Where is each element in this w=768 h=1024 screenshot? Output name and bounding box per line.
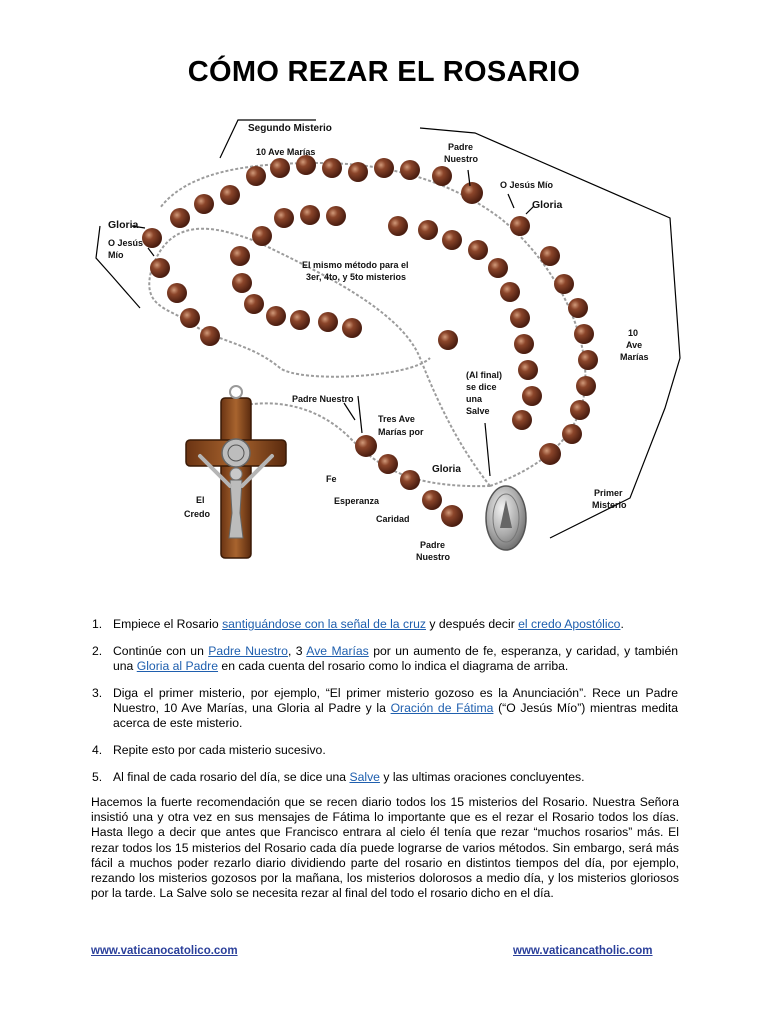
label-tres-ave-2: Marías por: [378, 427, 424, 437]
label-padre-nuestro-top-2: Nuestro: [444, 154, 479, 164]
step-text: Repite esto por cada misterio sucesivo.: [113, 743, 326, 757]
label-padre-nuestro-mid: Padre Nuestro: [292, 394, 354, 404]
list-number: 2.: [92, 644, 103, 658]
footer-link-left[interactable]: www.vaticanocatolico.com: [91, 945, 238, 957]
bead: [142, 228, 162, 248]
bead: [296, 155, 316, 175]
link-credo-apostolico[interactable]: el credo Apostólico: [518, 617, 621, 631]
bead: [576, 376, 596, 396]
list-number: 4.: [92, 743, 103, 757]
label-mismo-metodo-2: 3er, 4to, y 5to misterios: [306, 272, 407, 282]
list-item: [92, 743, 678, 758]
bead: [554, 274, 574, 294]
bead: [348, 162, 368, 182]
bead: [578, 350, 598, 370]
label-mismo-metodo-1: El mismo método para el: [302, 260, 409, 270]
link-ave-marias[interactable]: Ave Marías: [306, 644, 369, 658]
bead: [270, 158, 290, 178]
bead: [441, 505, 463, 527]
step-text: .: [620, 617, 624, 631]
recommendation-paragraph: Hacemos la fuerte recomendación que se recen diario todos los 15 misterios del Rosario. Nuestra Señora insistió una y otra vez en sus mensajes de Fátima lo importante que es el rezar el Rosario todos los días. Hasta llego a decir que antes que Francisco entrara al cielo él tenía que rezar “muchos rosarios” más. El rezar todos los 15 misterios del Rosario cada día puede lograrse de varios métodos. Sin embargo, será más fácil a muchos poder rezarlo diario dividiendo parte del rosario en distintos tiempos del día, por ejemplo, rezando los misterios gozosos por la mañana, los misterios dolorosos a medio día, y los misterios gloriosos por la tarde. La Salve solo se necesita rezar al final del todo el rosario dicho en el día.: [91, 795, 679, 901]
bead: [468, 240, 488, 260]
step-text: en cada cuenta del rosario como lo indica el diagrama de arriba.: [218, 659, 569, 673]
step-text: Diga el primer misterio, por ejemplo, “El primer misterio gozoso es la Anunciación”. Rece un Padre Nuestro, 10 Ave Marías, una Gloria al Padre y la: [113, 686, 678, 715]
crucifix-icon: [186, 386, 286, 558]
label-el-credo-2: Credo: [184, 509, 211, 519]
bead: [400, 470, 420, 490]
bead: [290, 310, 310, 330]
list-item: [92, 617, 678, 632]
label-primer-misterio-2: Misterio: [592, 500, 627, 510]
bead: [252, 226, 272, 246]
bead: [355, 435, 377, 457]
label-primer-misterio-1: Primer: [594, 488, 623, 498]
link-senal-de-la-cruz[interactable]: santiguándose con la señal de la cruz: [222, 617, 427, 631]
bead: [322, 158, 342, 178]
bead: [318, 312, 338, 332]
bead: [374, 158, 394, 178]
bead: [326, 206, 346, 226]
bead: [150, 258, 170, 278]
label-al-final-3: una: [466, 394, 483, 404]
bead: [266, 306, 286, 326]
list-item: [92, 644, 678, 674]
label-marias-right: Marías: [620, 352, 649, 362]
bead: [512, 410, 532, 430]
label-al-final-2: se dice: [466, 382, 497, 392]
step-text: (“O Jesús Mío”) mientras medita acerca de este misterio.: [113, 701, 678, 730]
link-salve[interactable]: Salve: [349, 770, 380, 784]
bead: [461, 182, 483, 204]
step-text: por un aumento de fe, esperanza, y caridad, y también una: [113, 644, 678, 673]
bead: [518, 360, 538, 380]
list-number: 5.: [92, 770, 103, 784]
label-padre-nuestro-bottom-1: Padre: [420, 540, 446, 550]
list-item: [92, 686, 678, 731]
label-tres-ave-1: Tres Ave: [378, 414, 415, 424]
bead: [442, 230, 462, 250]
bead: [232, 273, 252, 293]
list-number: 1.: [92, 617, 103, 631]
bead: [230, 246, 250, 266]
label-o-jesus-mio-right: O Jesús Mío: [500, 180, 554, 190]
bead: [342, 318, 362, 338]
bead: [438, 330, 458, 350]
link-gloria-al-padre[interactable]: Gloria al Padre: [136, 659, 219, 673]
bead: [570, 400, 590, 420]
bead: [400, 160, 420, 180]
label-segundo-misterio: Segundo Misterio: [248, 123, 332, 134]
instruction-list: [92, 617, 678, 797]
bead: [568, 298, 588, 318]
step-text: Empiece el Rosario: [113, 617, 223, 631]
link-padre-nuestro[interactable]: Padre Nuestro: [208, 644, 288, 658]
bead: [418, 220, 438, 240]
bead: [510, 308, 530, 328]
bead: [378, 454, 398, 474]
bead: [170, 208, 190, 228]
label-gloria-bottom: Gloria: [432, 464, 461, 475]
label-o-jesus-left: O Jesús: [108, 238, 144, 248]
step-text: Al final de cada rosario del día, se dice una: [113, 770, 350, 784]
bead: [246, 166, 266, 186]
label-10-right: 10: [628, 328, 639, 338]
bead: [522, 386, 542, 406]
label-caridad: Caridad: [376, 514, 410, 524]
step-text: y después decir: [426, 617, 519, 631]
label-ave-right: Ave: [626, 340, 643, 350]
bead: [167, 283, 187, 303]
bead: [180, 308, 200, 328]
label-al-final-1: (Al final): [466, 370, 502, 380]
miraculous-medal: [486, 486, 526, 550]
bead: [200, 326, 220, 346]
label-al-final-4: Salve: [466, 406, 490, 416]
link-oracion-de-fatima[interactable]: Oración de Fátima: [390, 701, 494, 715]
bead: [432, 166, 452, 186]
bead: [514, 334, 534, 354]
label-el-credo-1: El: [196, 495, 205, 505]
label-gloria-left: Gloria: [108, 219, 139, 231]
label-10-ave-marias-top: 10 Ave Marías: [256, 147, 316, 157]
bead: [539, 443, 561, 465]
label-fe: Fe: [326, 474, 337, 484]
bead: [422, 490, 442, 510]
footer-link-right[interactable]: www.vaticancatholic.com: [513, 945, 653, 957]
label-esperanza: Esperanza: [334, 496, 380, 506]
bead: [388, 216, 408, 236]
label-padre-nuestro-top: Padre: [448, 142, 474, 152]
bead: [194, 194, 214, 214]
bead: [274, 208, 294, 228]
bead: [540, 246, 560, 266]
list-number: 3.: [92, 686, 103, 700]
step-text: , 3: [287, 644, 307, 658]
step-text: Continúe con un: [113, 644, 209, 658]
bead: [562, 424, 582, 444]
bead: [300, 205, 320, 225]
bead: [500, 282, 520, 302]
bead: [574, 324, 594, 344]
bead: [510, 216, 530, 236]
bead: [244, 294, 264, 314]
bead: [488, 258, 508, 278]
label-gloria-right: Gloria: [532, 199, 563, 211]
rosary-diagram: [80, 108, 690, 578]
list-item: [92, 770, 678, 785]
label-mio-left: Mío: [108, 250, 124, 260]
bead: [220, 185, 240, 205]
label-padre-nuestro-bottom-2: Nuestro: [416, 552, 451, 562]
page-title: CÓMO REZAR EL ROSARIO: [187, 56, 581, 88]
step-text: y las ultimas oraciones concluyentes.: [379, 770, 585, 784]
